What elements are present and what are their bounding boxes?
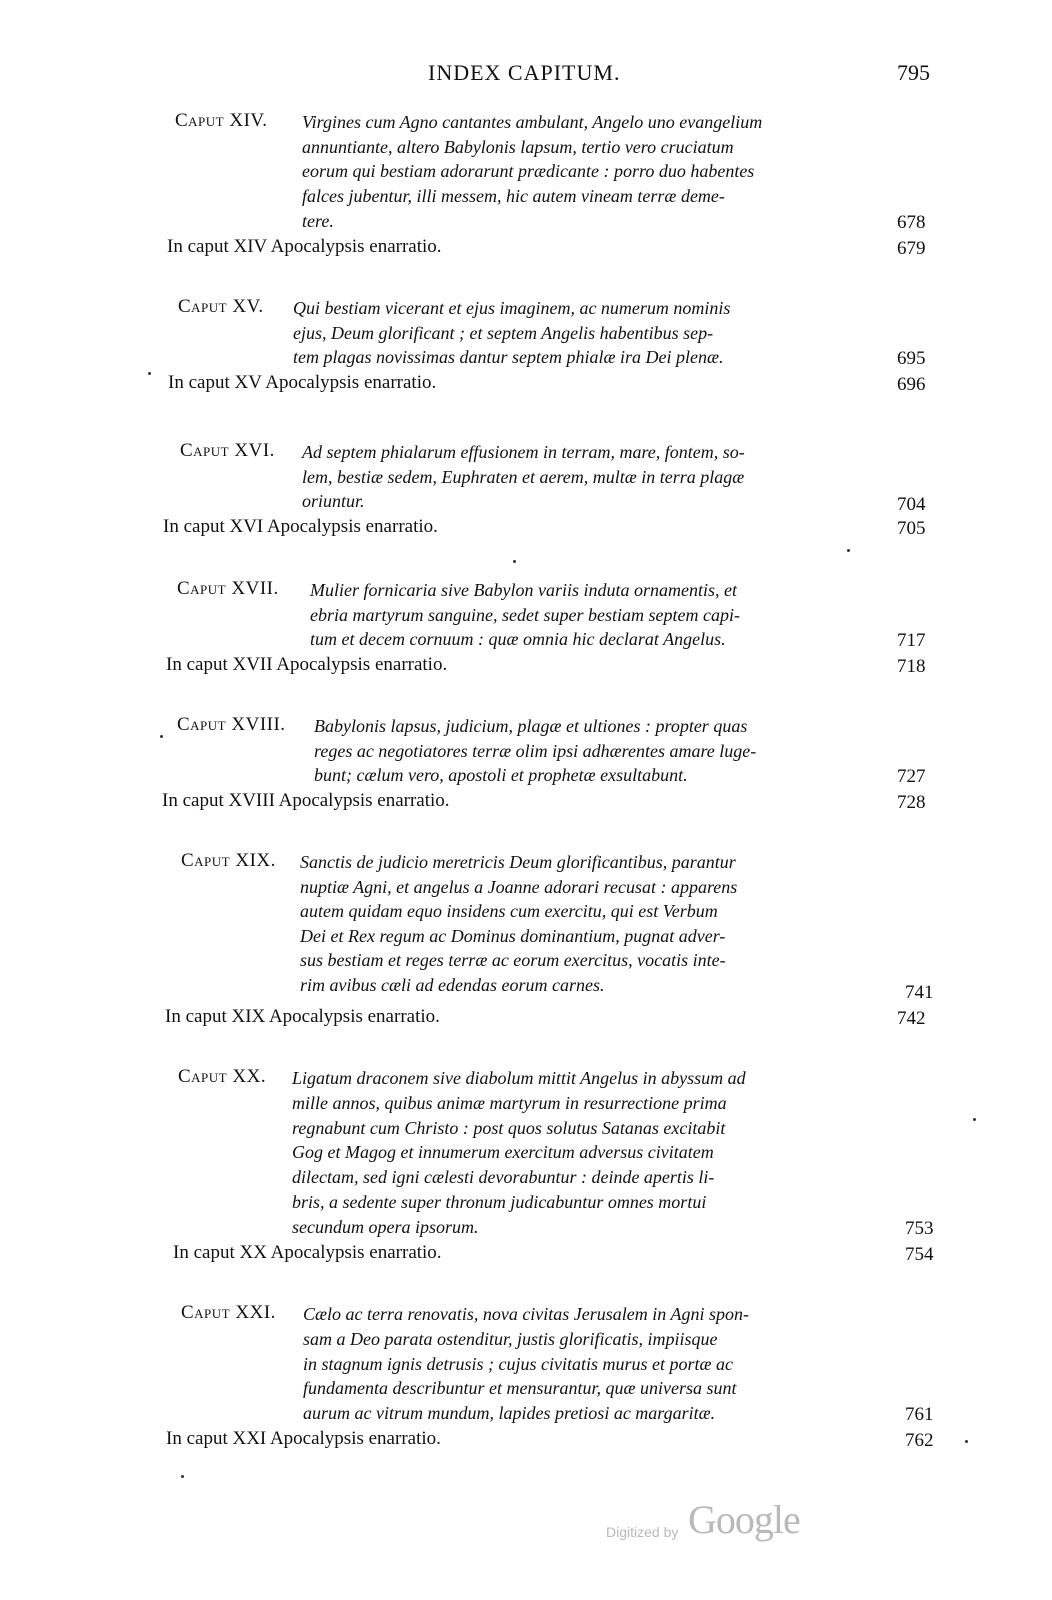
caput-label: Caput XX.	[178, 1066, 267, 1087]
enarratio-line: In caput XVIII Apocalypsis enarratio.	[162, 790, 450, 811]
enarratio-page-ref: 754	[905, 1244, 934, 1265]
caput-label: Caput XVI.	[180, 440, 275, 461]
enarratio-line: In caput XX Apocalypsis enarratio.	[173, 1242, 442, 1263]
digitization-watermark	[606, 1496, 836, 1546]
scan-speck	[148, 372, 151, 375]
enarratio-line: In caput XVII Apocalypsis enarratio.	[166, 654, 448, 675]
enarratio-page-ref: 742	[897, 1008, 926, 1029]
scan-speck	[513, 560, 516, 563]
running-title: INDEX CAPITUM.	[428, 60, 621, 85]
summary-page-ref: 753	[905, 1218, 934, 1239]
watermark-brand: Google	[688, 1497, 800, 1542]
scan-speck	[160, 735, 163, 738]
page-number: 795	[897, 60, 930, 85]
scan-speck	[965, 1440, 968, 1443]
running-head	[0, 60, 1052, 92]
scan-speck	[847, 549, 850, 552]
chapter-summary: Cælo ac terra renovatis, nova civitas Jerusalem in Agni spon- sam a Deo parata ostenditur, justis glorificatis, impiisque in stagnum ignis detrusis ; cujus civitatis murus et portæ ac fundamenta describuntur et mensurantur, quæ universa sunt aurum ac vitrum mundum, lapides pretiosi ac margaritæ.	[303, 1304, 749, 1424]
caput-label: Caput XVII.	[177, 578, 279, 599]
enarratio-page-ref: 762	[905, 1430, 934, 1451]
enarratio-page-ref: 696	[897, 374, 926, 395]
scan-speck	[973, 1118, 976, 1121]
summary-page-ref: 741	[905, 982, 934, 1003]
enarratio-line: In caput XV Apocalypsis enarratio.	[168, 372, 437, 393]
enarratio-line: In caput XVI Apocalypsis enarratio.	[163, 516, 438, 537]
enarratio-page-ref: 705	[897, 518, 926, 539]
enarratio-line: In caput XIX Apocalypsis enarratio.	[165, 1006, 440, 1027]
chapter-summary: Virgines cum Agno cantantes ambulant, Angelo uno evangelium annuntiante, altero Babylonis lapsum, tertio vero cruciatum eorum qui bestiam adorarunt prædicante : porro duo habentes falces jubentur, illi messem, hic autem vineam terræ deme- tere.	[302, 112, 763, 231]
chapter-summary: Babylonis lapsus, judicium, plagæ et ultiones : propter quas reges ac negotiatores terræ olim ipsi adhærentes amare luge- bunt; cælum vero, apostoli et prophetæ exsultabunt.	[314, 716, 757, 786]
caput-label: Caput XXI.	[181, 1302, 276, 1323]
summary-page-ref: 727	[897, 766, 926, 787]
summary-page-ref: 695	[897, 348, 926, 369]
chapter-summary: Sanctis de judicio meretricis Deum glorificantibus, parantur nuptiæ Agni, et angelus a Joanne adorari recusat : apparens autem quidam equo insidens cum exercitu, qui est Verbum Dei et Rex regum ac Dominus dominantium, pugnat adver- sus bestiam et reges terræ ac eorum exercitus, vocatis inte- rim avibus cæli ad edendas eorum carnes.	[300, 852, 738, 995]
summary-page-ref: 704	[897, 494, 926, 515]
summary-page-ref: 678	[897, 212, 926, 233]
caput-label: Caput XIX.	[181, 850, 276, 871]
chapter-summary: Mulier fornicaria sive Babylon variis induta ornamentis, et ebria martyrum sanguine, sedet super bestiam septem capi- tum et decem cornuum : quæ omnia hic declarat Angelus.	[310, 580, 740, 650]
chapter-summary: Qui bestiam vicerant et ejus imaginem, ac numerum nominis ejus, Deum glorificant ; et septem Angelis habentibus sep- tem plagas novissimas dantur septem phialæ ira Dei plenæ.	[293, 298, 731, 368]
enarratio-line: In caput XXI Apocalypsis enarratio.	[166, 1428, 441, 1449]
caput-label: Caput XV.	[178, 296, 264, 317]
enarratio-page-ref: 728	[897, 792, 926, 813]
caput-label: Caput XVIII.	[177, 714, 286, 735]
enarratio-page-ref: 718	[897, 656, 926, 677]
chapter-summary: Ligatum draconem sive diabolum mittit Angelus in abyssum ad mille annos, quibus animæ martyrum in resurrectione prima regnabunt cum Christo : post quos solutus Satanas excitabit Gog et Magog et innumerum exercitum adversus civitatem dilectam, sed igni cælesti devorabuntur : deinde apertis li- bris, a sedente super thronum judicabuntur omnes mortui secundum opera ipsorum.	[292, 1068, 746, 1237]
caput-label: Caput XIV.	[175, 110, 268, 131]
watermark-prefix: Digitized by	[606, 1524, 679, 1540]
enarratio-line: In caput XIV Apocalypsis enarratio.	[167, 236, 442, 257]
scan-speck	[181, 1475, 184, 1478]
summary-page-ref: 717	[897, 630, 926, 651]
chapter-summary: Ad septem phialarum effusionem in terram, mare, fontem, so- lem, bestiæ sedem, Euphraten et aerem, multæ in terra plagæ oriuntur.	[302, 442, 745, 512]
summary-page-ref: 761	[905, 1404, 934, 1425]
enarratio-page-ref: 679	[897, 238, 926, 259]
